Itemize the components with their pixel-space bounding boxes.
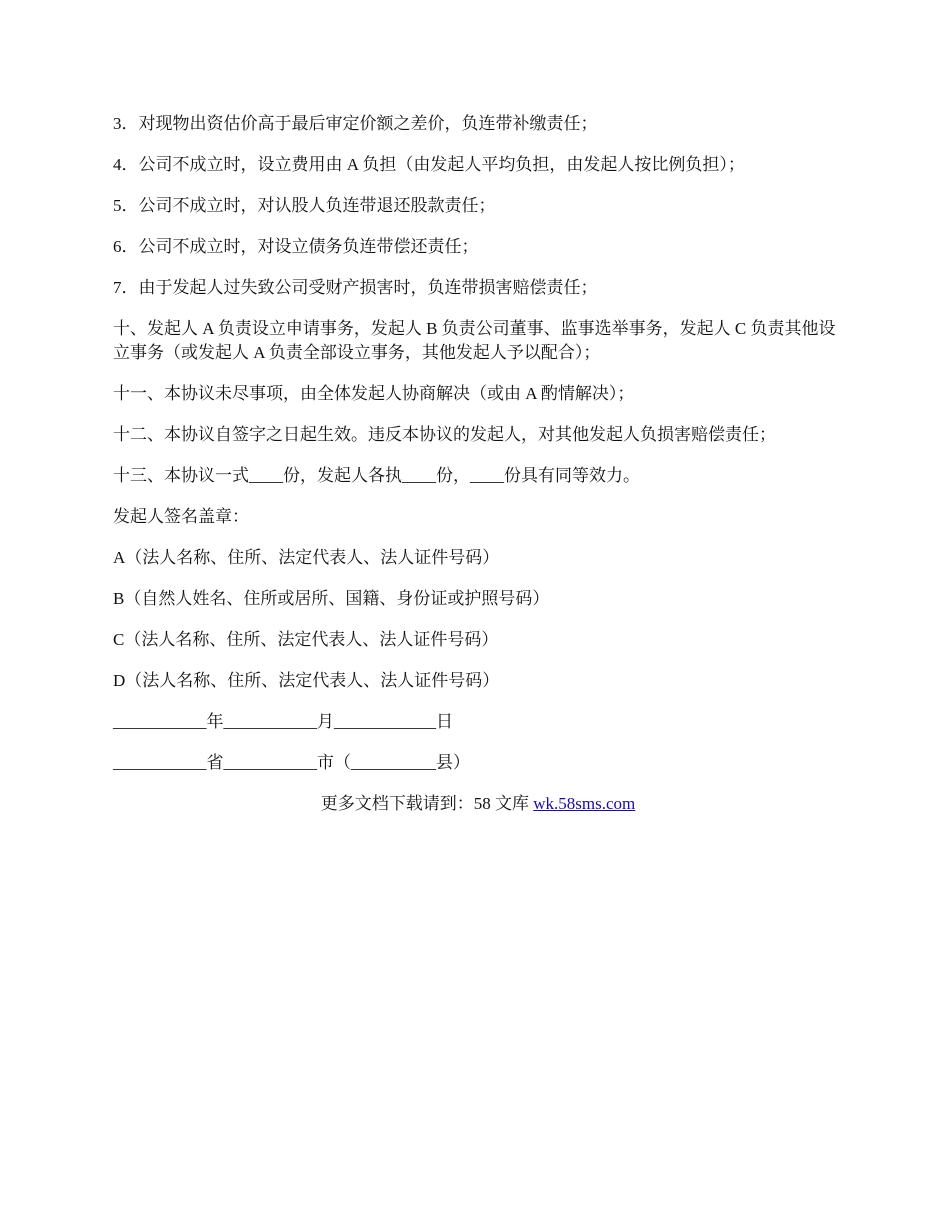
document-body: [113, 112, 843, 816]
clause-5: 5．公司不成立时，对认股人负连带退还股款责任；: [113, 196, 496, 215]
signatory-d: D（法人名称、住所、法定代表人、法人证件号码）: [113, 671, 500, 690]
signature-heading: 发起人签名盖章：: [113, 507, 249, 526]
article-10: 十、发起人 A 负责设立申请事务，发起人 B 负责公司董事、监事选举事务，发起人 C 负责其他设立事务（或发起人 A 负责全部设立事务，其他发起人予以配合）；: [113, 319, 836, 362]
article-13: 十三、本协议一式____份，发起人各执____份，____份具有同等效力。: [113, 466, 640, 485]
footer-prefix: 更多文档下载请到：58 文库: [320, 794, 534, 813]
clause-6: 6．公司不成立时，对设立债务负连带偿还责任；: [113, 237, 479, 256]
article-11: 十一、本协议未尽事项，由全体发起人协商解决（或由 A 酌情解决）；: [113, 384, 635, 403]
signatory-a: A（法人名称、住所、法定代表人、法人证件号码）: [113, 548, 500, 567]
place-line: ___________省___________市（__________县）: [113, 753, 470, 772]
footer-link[interactable]: wk.58sms.com: [533, 794, 636, 813]
download-footer: [113, 792, 843, 816]
signatory-c: C（法人名称、住所、法定代表人、法人证件号码）: [113, 630, 499, 649]
signatory-b: B（自然人姓名、住所或居所、国籍、身份证或护照号码）: [113, 589, 550, 608]
article-12: 十二、本协议自签字之日起生效。违反本协议的发起人，对其他发起人负损害赔偿责任；: [113, 425, 776, 444]
clause-7: 7．由于发起人过失致公司受财产损害时，负连带损害赔偿责任；: [113, 278, 598, 297]
date-line: ___________年___________月____________日: [113, 712, 453, 731]
clause-4: 4．公司不成立时，设立费用由 A 负担（由发起人平均负担，由发起人按比例负担）；: [113, 155, 745, 174]
clause-3: 3．对现物出资估价高于最后审定价额之差价，负连带补缴责任；: [113, 114, 598, 133]
